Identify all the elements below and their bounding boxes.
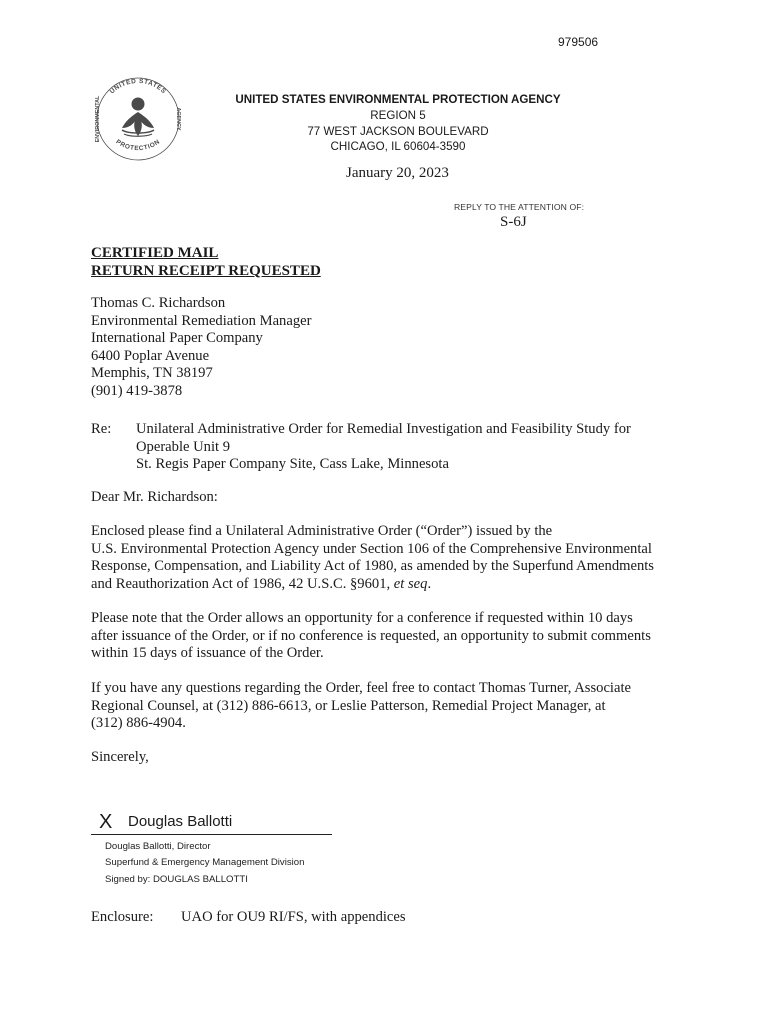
body-paragraph-conference — [91, 610, 691, 663]
letter-date: January 20, 2023 — [346, 165, 449, 181]
signed-by: Signed by: DOUGLAS BALLOTTI — [105, 874, 248, 885]
paragraph-line: If you have any questions regarding the Order, feel free to contact Thomas Turner, Associate — [91, 680, 631, 696]
recipient-company: International Paper Company — [91, 330, 263, 347]
signature-name: Douglas Ballotti — [128, 813, 233, 830]
agency-region: REGION 5 — [370, 109, 426, 122]
subject-line: St. Regis Paper Company Site, Cass Lake, Minnesota — [136, 456, 449, 473]
recipient-phone: (901) 419-3878 — [91, 382, 183, 399]
paragraph-text: and Reauthorization Act of 1986, 42 U.S.C. §9601, — [91, 575, 394, 592]
svg-text:UNITED STATES — [109, 78, 168, 96]
document-number: 979506 — [558, 35, 599, 49]
certified-mail-heading: CERTIFIED MAIL — [91, 245, 219, 261]
return-receipt-heading: RETURN RECEIPT REQUESTED — [91, 263, 321, 279]
agency-city-address: CHICAGO, IL 60604-3590 — [330, 140, 466, 153]
subject-line: Unilateral Administrative Order for Remedial Investigation and Feasibility Study for — [136, 421, 631, 437]
recipient-name: Thomas C. Richardson — [91, 295, 226, 311]
paragraph-line: Regional Counsel, at (312) 886-6613, or Leslie Patterson, Remedial Project Manager, at — [91, 697, 606, 714]
paragraph-line: Please note that the Order allows an opportunity for a conference if requested within 10 days — [91, 610, 633, 626]
paragraph-line: Response, Compensation, and Liability Act of 1980, as amended by the Superfund Amendments — [91, 558, 654, 575]
reply-attention-code: S-6J — [500, 214, 527, 230]
recipient-title: Environmental Remediation Manager — [91, 312, 312, 329]
salutation: Dear Mr. Richardson: — [91, 489, 218, 505]
paragraph-line: within 15 days of issuance of the Order. — [91, 645, 324, 662]
enclosure-label: Enclosure: — [91, 909, 154, 925]
signer-title: Douglas Ballotti, Director — [105, 841, 211, 852]
reply-attention-label: REPLY TO THE ATTENTION OF: — [454, 202, 585, 212]
paragraph-line: (312) 886-4904. — [91, 715, 186, 732]
recipient-street: 6400 Poplar Avenue — [91, 347, 210, 364]
seal-ring-text-top: UNITED STATES — [108, 77, 168, 96]
agency-street-address: 77 WEST JACKSON BOULEVARD — [307, 125, 489, 138]
et-seq-italic: et seq — [393, 575, 428, 592]
seal-ring-text-left: ENVIRONMENTAL — [95, 95, 101, 143]
body-paragraph-enclosure — [91, 523, 691, 593]
svg-text:PROTECTION — [115, 138, 162, 152]
paragraph-line — [91, 576, 691, 594]
closing: Sincerely, — [91, 749, 149, 765]
subject-block — [136, 421, 631, 474]
paragraph-text: . — [427, 575, 432, 592]
enclosure-text: UAO for OU9 RI/FS, with appendices — [181, 909, 406, 925]
paragraph-line: Enclosed please find a Unilateral Administrative Order (“Order”) issued by the — [91, 523, 553, 539]
paragraph-line: U.S. Environmental Protection Agency under Section 106 of the Comprehensive Environmental — [91, 540, 652, 557]
recipient-address-block — [91, 295, 311, 401]
agency-name: UNITED STATES ENVIRONMENTAL PROTECTION AGENCY — [235, 93, 561, 106]
body-paragraph-contacts — [91, 680, 691, 733]
seal-ring-text-right: AGENCY — [175, 107, 181, 131]
seal-ring-text-bottom: PROTECTION — [114, 138, 162, 153]
signature-line — [91, 834, 332, 835]
subject-line: Operable Unit 9 — [136, 438, 231, 455]
signer-division: Superfund & Emergency Management Division — [105, 857, 305, 868]
signature-mark: X — [99, 811, 113, 833]
paragraph-line: after issuance of the Order, or if no conference is requested, an opportunity to submit comments — [91, 627, 651, 644]
recipient-city: Memphis, TN 38197 — [91, 365, 213, 382]
subject-label: Re: — [91, 421, 112, 437]
epa-seal-icon — [92, 76, 184, 162]
